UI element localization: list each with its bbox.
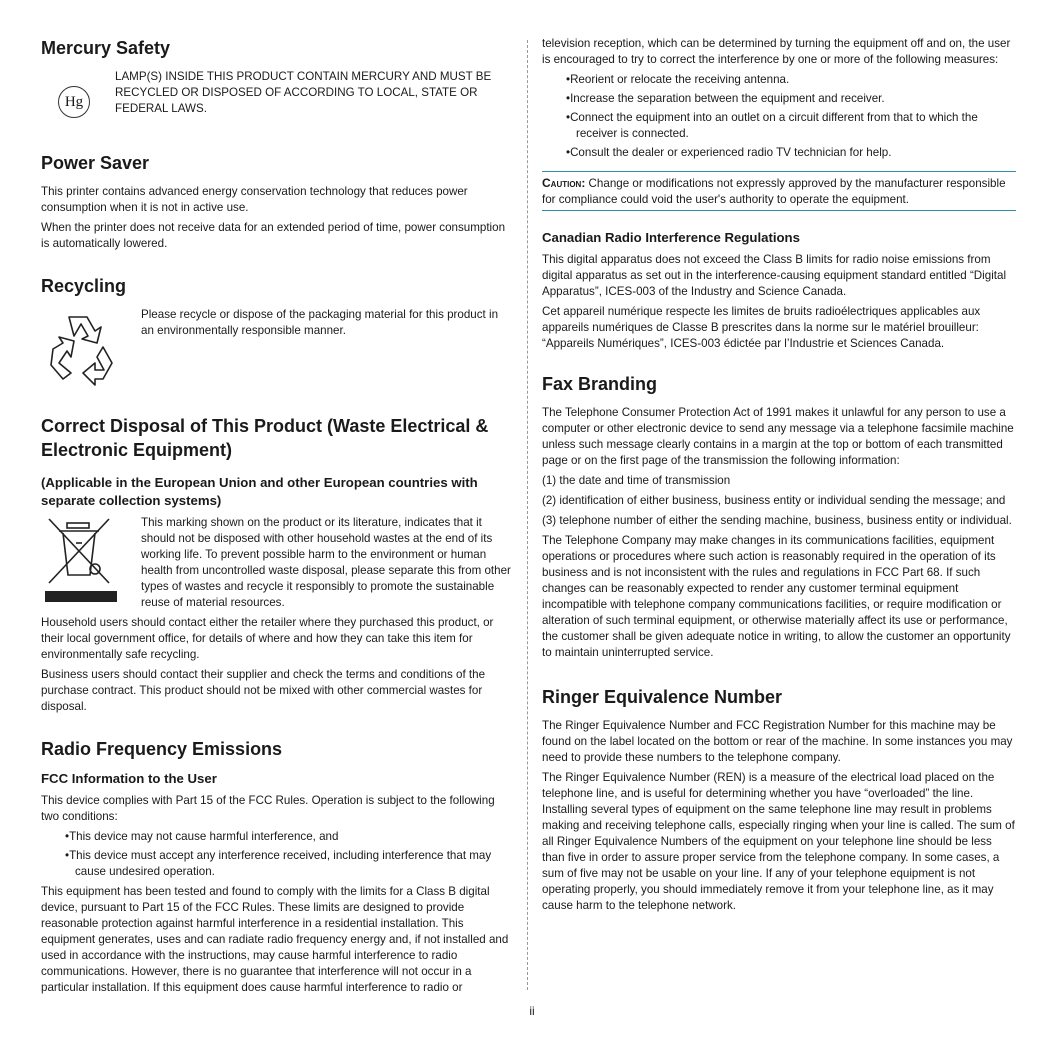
canadian-english-text: This digital apparatus does not exceed the Class B limits for radio noise emissions from digital apparatus as set out in the interference-causing equipment standard entitled “Digital Apparatus”, ICES-003 of the Industry and Science Canada. <box>542 253 1007 298</box>
radio-frequency-section <box>41 737 514 996</box>
ren-paragraph-1: The Ringer Equivalence Number and FCC Registration Number for this machine may be found on the label located on the bottom or rear of the machine. In some instances you may need to provide these numbers to the telephone company. <box>542 719 1013 764</box>
mercury-hg-icon <box>58 86 90 118</box>
weee-household-text: Household users should contact either the retailer where they purchased this product, or their local government office, for details of where and how they can take this item for environmentally safe recycling. <box>41 616 494 661</box>
right-column <box>542 36 1016 918</box>
ren-section <box>542 685 1016 914</box>
list-item: • Connect the equipment into an outlet on a circuit different from that to which the receiver is connected. <box>566 110 1016 142</box>
fax-branding-heading: Fax Branding <box>542 374 658 394</box>
fax-item-1: (1) the date and time of transmission <box>542 474 731 487</box>
hg-symbol: Hg <box>64 93 84 110</box>
ren-paragraph-2: The Ringer Equivalence Number (REN) is a measure of the electrical load placed on the telephone line, and is useful for determining whether you have “overloaded” the line. Installing several types of equipment on the same telephone line may result in problems making and receiving telephone calls, especially ringing when your line is called. The sum of all Ringer Equivalence Numbers of the equipment on your telephone line should be less than five in order to assure proper service from the telephone company. In some cases, a sum of five may not be usable on your line. If any of your telephone equipment is not operating properly, you should immediately remove it from your telephone line, as it may cause harm to the telephone network. <box>542 771 1015 912</box>
caution-text: Change or modifications not expressly approved by the manufacturer responsible for compliance could void the user's authority to operate the equipment. <box>542 177 1006 206</box>
mercury-safety-section <box>41 36 514 121</box>
canadian-french-text: Cet appareil numérique respecte les limites de bruits radioélectriques applicables aux appareils numériques de Classe B prescrites dans la norme sur le matériel brouilleur: “Appareils Numériques”, ICES-003 édictée par l’Industrie et Sciences Canada. <box>542 305 981 350</box>
list-item: • This device must accept any interference received, including interference that may cause undesired operation. <box>65 848 514 880</box>
mercury-safety-heading: Mercury Safety <box>41 38 171 58</box>
left-column <box>41 36 514 1000</box>
caution-box <box>542 171 1016 211</box>
fax-branding-paragraph: The Telephone Consumer Protection Act of 1991 makes it unlawful for any person to use a computer or other electronic device to send any message via a telephone facsimile machine unless such message clearly contains in a margin at the top or bottom of each transmitted page or on the first page of the transmission the following information: <box>542 406 1014 467</box>
canadian-section <box>542 229 1016 352</box>
weee-heading: Correct Disposal of This Product (Waste Electrical & Electronic Equipment) <box>41 416 489 460</box>
telephone-company-text: The Telephone Company may make changes in its communications facilities, equipment operations or procedures where such action is reasonably required in the operation of its business and is not inconsistent with the rules and regulations in FCC Part 68. If such changes can be reasonably expected to render any customer terminal equipment incompatible with telephone company communications facilities, or require modification or alteration of such terminal equipment, or otherwise materially affect its use or performance, the customer shall be given adequate notice in writing, to allow the customer an opportunity to maintain uninterrupted service. <box>542 534 1011 659</box>
radio-frequency-heading: Radio Frequency Emissions <box>41 739 283 759</box>
crossed-bin-icon <box>41 515 121 605</box>
fcc-info-heading: FCC Information to the User <box>41 771 217 786</box>
list-item: • Increase the separation between the equipment and receiver. <box>566 91 1016 107</box>
caution-label: Caution: <box>542 176 586 190</box>
canadian-heading: Canadian Radio Interference Regulations <box>542 230 800 245</box>
recycling-text: Please recycle or dispose of the packaging material for this product in an environmentally responsible manner. <box>141 308 499 337</box>
power-saver-paragraph-1: This printer contains advanced energy conservation technology that reduces power consumption when it is not in active use. <box>41 185 468 214</box>
interference-measures-list <box>542 72 1016 161</box>
fax-branding-section <box>542 372 1016 661</box>
power-saver-paragraph-2: When the printer does not receive data for an extended period of time, power consumption is automatically lowered. <box>41 221 506 250</box>
power-saver-heading: Power Saver <box>41 153 150 173</box>
weee-subheading: (Applicable in the European Union and other European countries with separate collection systems) <box>41 475 478 508</box>
weee-marking-text: This marking shown on the product or its literature, indicates that it should not be disposed with other household wastes at the end of its working life. To prevent possible harm to the environment or human health from uncontrolled waste disposal, please separate this from other types of wastes and recycle it responsibly to promote the sustainable reuse of material resources. <box>141 516 511 609</box>
list-item: • Consult the dealer or experienced radio TV technician for help. <box>566 145 1016 161</box>
list-item: • Reorient or relocate the receiving antenna. <box>566 72 1016 88</box>
fcc-class-b-text: This equipment has been tested and found to comply with the limits for a Class B digital device, pursuant to Part 15 of the FCC Rules. These limits are designed to provide reasonable protection against harmful interference in a residential installation. This equipment generates, uses and can radiate radio frequency energy and, if not installed and used in accordance with the instructions, may cause harmful interference to radio communications. However, there is no guarantee that interference will not occur in a particular installation. If this equipment does cause harmful interference to radio or <box>41 885 509 994</box>
fax-item-3: (3) telephone number of either the sending machine, business, business entity or individual. <box>542 514 1012 527</box>
column-divider <box>527 40 528 990</box>
list-item: • This device may not cause harmful interference, and <box>65 829 514 845</box>
weee-business-text: Business users should contact their supplier and check the terms and conditions of the purchase contract. This product should not be mixed with other commercial wastes for disposal. <box>41 668 486 713</box>
power-saver-section <box>41 151 514 252</box>
fcc-continued-text: television reception, which can be determined by turning the equipment off and on, the user is encouraged to try to correct the interference by one or more of the following measures: <box>542 37 1011 66</box>
mercury-warning-text: LAMP(S) INSIDE THIS PRODUCT CONTAIN MERCURY AND MUST BE RECYCLED OR DISPOSED OF ACCORDING TO LOCAL, STATE OR FEDERAL LAWS. <box>115 70 492 115</box>
recycle-icon <box>41 307 121 387</box>
fax-item-2: (2) identification of either business, business entity or individual sending the message; and <box>542 494 1006 507</box>
weee-section <box>41 414 514 715</box>
page-number: ii <box>529 1004 535 1018</box>
recycling-section <box>41 274 514 392</box>
ren-heading: Ringer Equivalence Number <box>542 687 783 707</box>
fcc-compliance-text: This device complies with Part 15 of the FCC Rules. Operation is subject to the following two conditions: <box>41 794 495 823</box>
fcc-conditions-list <box>41 829 514 880</box>
recycling-heading: Recycling <box>41 276 127 296</box>
